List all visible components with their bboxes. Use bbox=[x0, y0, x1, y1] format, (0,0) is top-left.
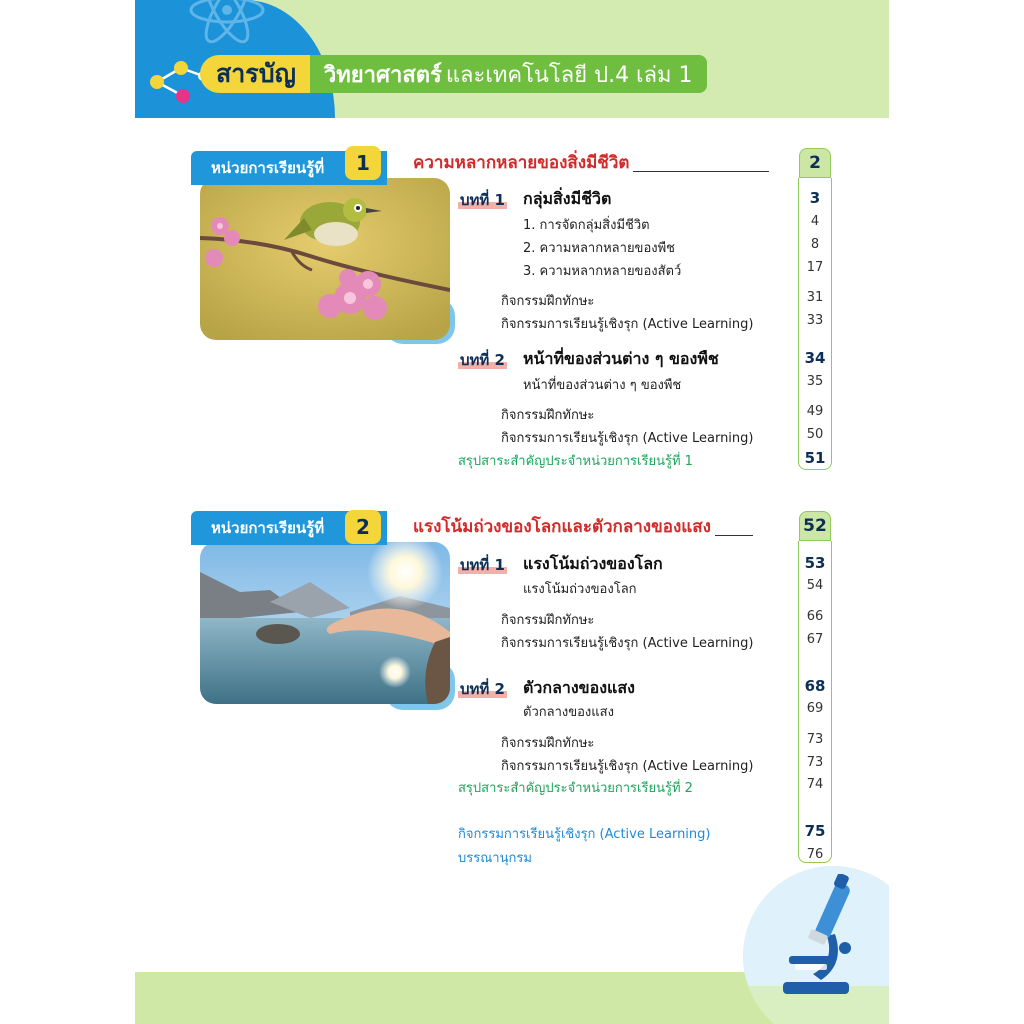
activity-page: 66 bbox=[806, 609, 824, 624]
chapter-page-number: 3 bbox=[809, 189, 821, 207]
activity-item[interactable]: กิจกรรมการเรียนรู้เชิงรุก (Active Learning) bbox=[501, 636, 754, 651]
leader-line bbox=[715, 535, 753, 536]
chapter-page-number: 34 bbox=[804, 349, 826, 367]
unit-number-badge: 2 bbox=[345, 510, 381, 544]
chapter-title[interactable]: แรงโน้มถ่วงของโลก bbox=[523, 554, 663, 573]
toc-item-page: 8 bbox=[810, 237, 820, 252]
unit-tab-label: หน่วยการเรียนรู้ที่ bbox=[211, 159, 325, 177]
activity-page: 33 bbox=[806, 313, 824, 328]
unit-tab-label: หน่วยการเรียนรู้ที่ bbox=[211, 519, 325, 537]
unit-summary[interactable]: สรุปสาระสำคัญประจำหน่วยการเรียนรู้ที่ 1 bbox=[458, 454, 693, 469]
unit-page-number: 2 bbox=[799, 148, 831, 178]
toc-item[interactable]: 3. ความหลากหลายของสัตว์ bbox=[523, 264, 682, 279]
activity-page: 31 bbox=[806, 290, 824, 305]
unit-title-text: แรงโน้มถ่วงของโลกและตัวกลางของแสง bbox=[413, 517, 711, 537]
chapter-page-number: 68 bbox=[804, 677, 826, 695]
activity-item[interactable]: กิจกรรมการเรียนรู้เชิงรุก (Active Learning) bbox=[501, 317, 754, 332]
unit-title-text: ความหลากหลายของสิ่งมีชีวิต bbox=[413, 153, 630, 173]
book-level: และเทคโนโลยี ป.4 เล่ม 1 bbox=[445, 62, 693, 88]
unit-summary[interactable]: สรุปสาระสำคัญประจำหน่วยการเรียนรู้ที่ 2 bbox=[458, 781, 693, 796]
toc-title-bar bbox=[200, 54, 707, 94]
bird-on-blossom-photo bbox=[200, 178, 450, 340]
activity-item[interactable]: กิจกรรมการเรียนรู้เชิงรุก (Active Learning) bbox=[501, 759, 754, 774]
activity-item[interactable]: กิจกรรมฝึกทักษะ bbox=[501, 294, 595, 309]
toc-item-page: 69 bbox=[806, 701, 824, 716]
book-subject: วิทยาศาสตร์ bbox=[323, 62, 442, 88]
unit-summary-page: 74 bbox=[806, 777, 824, 792]
toc-item-page: 35 bbox=[806, 374, 824, 389]
toc-item[interactable]: 1. การจัดกลุ่มสิ่งมีชีวิต bbox=[523, 218, 650, 233]
extra-activity[interactable]: กิจกรรมการเรียนรู้เชิงรุก (Active Learning) bbox=[458, 827, 711, 842]
atom-icon bbox=[185, 0, 269, 46]
activity-page: 73 bbox=[806, 755, 824, 770]
activity-item[interactable]: กิจกรรมฝึกทักษะ bbox=[501, 408, 595, 423]
chapter-label: บทที่ 2 bbox=[460, 351, 505, 369]
toc-item[interactable]: 2. ความหลากหลายของพืช bbox=[523, 241, 675, 256]
chapter-title[interactable]: กลุ่มสิ่งมีชีวิต bbox=[523, 189, 612, 208]
activity-page: 67 bbox=[806, 632, 824, 647]
hand-water-lake-photo bbox=[200, 542, 450, 704]
activity-item[interactable]: กิจกรรมฝึกทักษะ bbox=[501, 736, 595, 751]
toc-page bbox=[135, 0, 889, 1024]
toc-item-page: 4 bbox=[810, 214, 820, 229]
chapter-label: บทที่ 1 bbox=[460, 191, 505, 209]
extra-activity-page: 75 bbox=[804, 822, 826, 840]
activity-item[interactable]: กิจกรรมฝึกทักษะ bbox=[501, 613, 595, 628]
bibliography[interactable]: บรรณานุกรม bbox=[458, 851, 532, 866]
activity-page: 50 bbox=[806, 427, 824, 442]
activity-page: 49 bbox=[806, 404, 824, 419]
toc-title: สารบัญ bbox=[200, 55, 310, 93]
book-subtitle bbox=[310, 55, 707, 93]
chapter-label: บทที่ 2 bbox=[460, 680, 505, 698]
chapter-title[interactable]: ตัวกลางของแสง bbox=[523, 678, 635, 697]
activity-item[interactable]: กิจกรรมการเรียนรู้เชิงรุก (Active Learning) bbox=[501, 431, 754, 446]
chapter-label: บทที่ 1 bbox=[460, 556, 505, 574]
unit-title[interactable] bbox=[413, 514, 753, 540]
toc-item[interactable]: ตัวกลางของแสง bbox=[523, 705, 614, 720]
leader-line bbox=[633, 171, 769, 172]
activity-page: 73 bbox=[806, 732, 824, 747]
chapter-title[interactable]: หน้าที่ของส่วนต่าง ๆ ของพืช bbox=[523, 349, 719, 368]
toc-item[interactable]: หน้าที่ของส่วนต่าง ๆ ของพืช bbox=[523, 378, 682, 393]
unit-summary-page: 51 bbox=[804, 449, 826, 467]
bibliography-page: 76 bbox=[806, 847, 824, 862]
chapter-page-number: 53 bbox=[804, 554, 826, 572]
unit-number-badge: 1 bbox=[345, 146, 381, 180]
unit-title[interactable] bbox=[413, 150, 769, 176]
unit-page-number: 52 bbox=[799, 511, 831, 541]
toc-item[interactable]: แรงโน้มถ่วงของโลก bbox=[523, 582, 637, 597]
microscope-icon bbox=[775, 874, 865, 998]
toc-item-page: 54 bbox=[806, 578, 824, 593]
toc-item-page: 17 bbox=[806, 260, 824, 275]
